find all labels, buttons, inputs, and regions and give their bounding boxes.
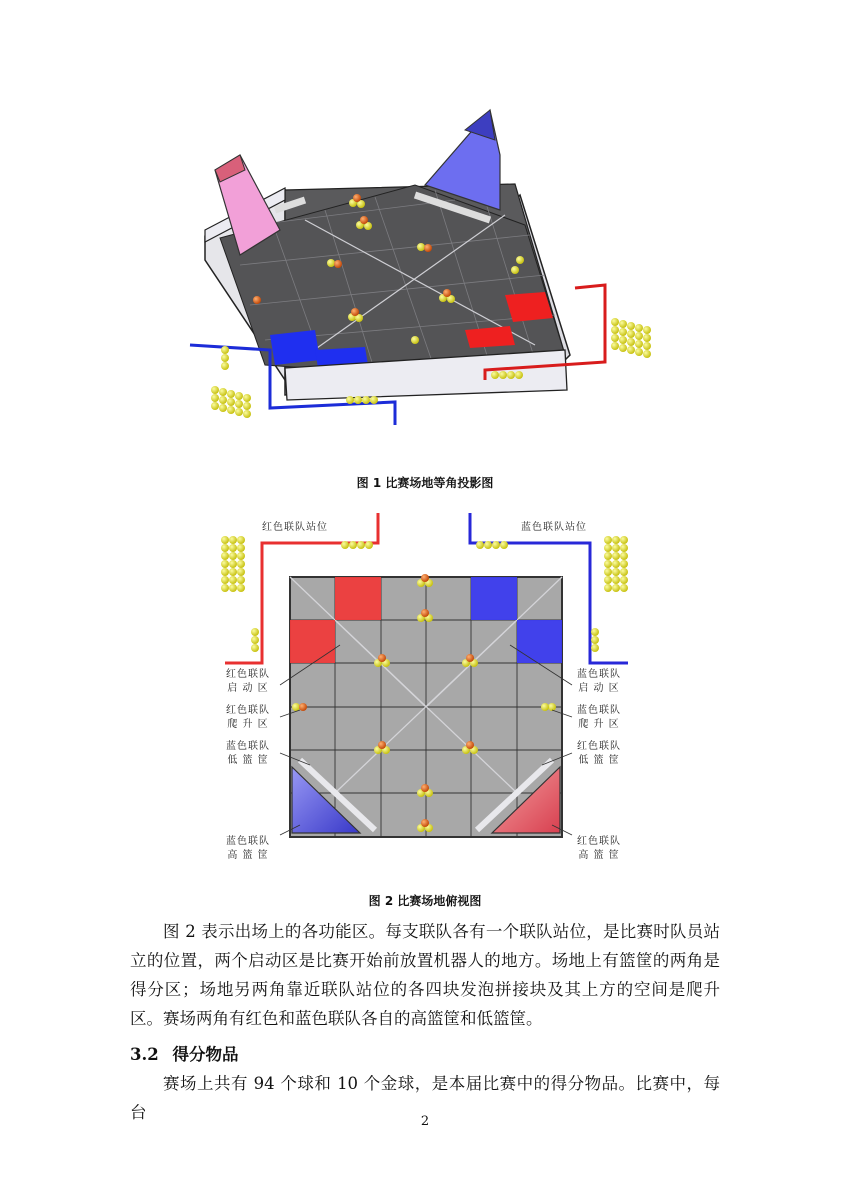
blue-start-zone-label bbox=[577, 668, 621, 696]
section-number: 3.2 bbox=[130, 1045, 159, 1064]
red-start-tile-a bbox=[335, 577, 381, 620]
blue-high-basket-label-line2: 高 篮 筐 bbox=[227, 850, 269, 861]
figure-1-caption: 图 1 比赛场地等角投影图 bbox=[356, 476, 494, 490]
section-title: 得分物品 bbox=[172, 1045, 239, 1064]
blue-climb-zone-label-line2: 爬 升 区 bbox=[578, 719, 620, 730]
blue-high-basket-label-line1: 蓝色联队 bbox=[226, 836, 270, 847]
red-start-tile-b bbox=[290, 620, 335, 663]
blue-start-tile-b bbox=[517, 620, 562, 663]
blue-climb-zone-label bbox=[577, 704, 621, 732]
red-high-basket-label-line1: 红色联队 bbox=[577, 836, 621, 847]
red-start-zone-label bbox=[226, 668, 270, 696]
red-low-basket-label bbox=[577, 740, 621, 768]
blue-start-tile-a bbox=[471, 577, 517, 620]
red-climb-zone-label-line2: 爬 升 区 bbox=[227, 719, 269, 730]
section-heading bbox=[130, 1041, 238, 1065]
red-start-zone-label-line2: 启 动 区 bbox=[227, 683, 269, 694]
blue-alliance-station-label: 蓝色联队站位 bbox=[521, 522, 587, 533]
red-alliance-station-label: 红色联队站位 bbox=[262, 522, 328, 533]
paragraph-functional-zones: 图 2 表示出场上的各功能区。每支联队各有一个联队站位，是比赛时队员站立的位置，两个启动区是比赛开始前放置机器人的地方。场地上有篮筐的两角是得分区；场地另两角靠近联队站位的各四块发泡拼接块及其上方的空间是爬升区。赛场两角有红色和蓝色联队各自的高篮筐和低篮筐。 bbox=[130, 922, 720, 1028]
red-climb-zone-label bbox=[226, 704, 270, 732]
page-number: 2 bbox=[420, 1114, 430, 1129]
blue-start-zone-label-line1: 蓝色联队 bbox=[577, 669, 621, 680]
red-high-basket-label-line2: 高 篮 筐 bbox=[578, 850, 620, 861]
blue-low-basket-label bbox=[226, 740, 270, 768]
paragraph-scoring-objects: 赛场上共有 94 个球和 10 个金球，是本届比赛中的得分物品。比赛中，每台 bbox=[130, 1074, 720, 1122]
red-high-basket-label bbox=[577, 835, 621, 863]
blue-start-tile bbox=[270, 330, 320, 365]
blue-climb-zone-label-line1: 蓝色联队 bbox=[577, 705, 621, 716]
red-low-basket-label-line2: 低 篮 筐 bbox=[578, 755, 620, 766]
red-low-basket-label-line1: 红色联队 bbox=[577, 741, 621, 752]
red-start-zone-label-line1: 红色联队 bbox=[226, 669, 270, 680]
blue-start-zone-label-line2: 启 动 区 bbox=[578, 683, 620, 694]
blue-low-basket-label-line1: 蓝色联队 bbox=[226, 741, 270, 752]
field-isometric-figure bbox=[185, 100, 665, 430]
red-climb-zone-label-line1: 红色联队 bbox=[226, 705, 270, 716]
red-start-tile bbox=[505, 292, 553, 322]
figure-2-caption: 图 2 比赛场地俯视图 bbox=[368, 894, 482, 908]
blue-low-basket-label-line2: 低 篮 筐 bbox=[227, 755, 269, 766]
blue-high-basket-label bbox=[226, 835, 270, 863]
